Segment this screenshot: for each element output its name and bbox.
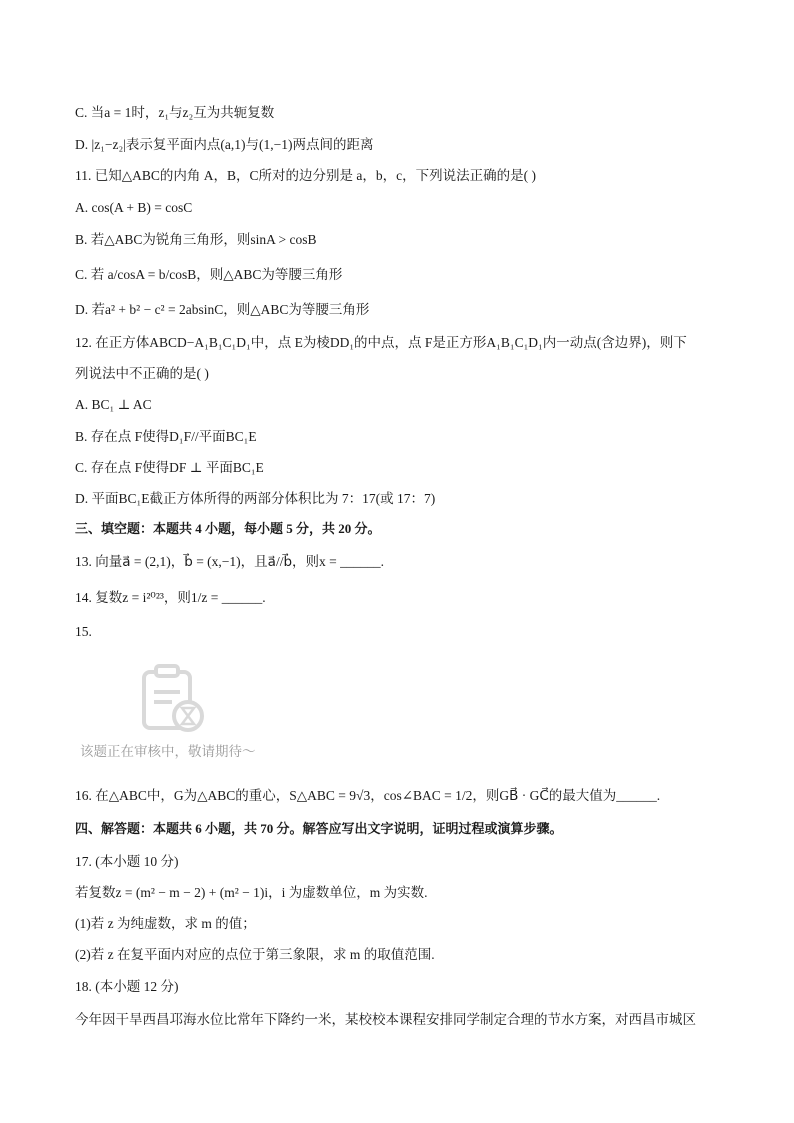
question-18-stem: 今年因干旱西昌邛海水位比常年下降约一米，某校校本课程安排同学制定合理的节水方案，对西昌市城区: [75, 1012, 696, 1027]
question-12-cont: 列说法中不正确的是( ): [75, 366, 209, 381]
question-15: 15.: [75, 624, 92, 639]
option-11c: C. 若 a/cosA = b/cosB，则△ABC为等腰三角形: [75, 267, 343, 282]
question-17-header: 17. (本小题 10 分): [75, 854, 179, 869]
section-fill-blank: 三、填空题：本题共 4 小题，每小题 5 分，共 20 分。: [75, 521, 381, 536]
question-13: 13. 向量a⃗ = (2,1)，b⃗ = (x,−1)，且a⃗//b⃗，则x = ______.: [75, 554, 384, 569]
question-12: 12. 在正方体ABCD−A₁B₁C₁D₁中，点 E为棱DD₁的中点，点 F是正方形A₁B₁C₁D₁内一动点(含边界)，则下: [75, 335, 687, 350]
question-16: 16. 在△ABC中，G为△ABC的重心，S△ABC = 9√3，cos∠BAC = 1/2，则GB⃗ · GC⃗的最大值为______.: [75, 788, 661, 803]
section-answer: 四、解答题：本题共 6 小题，共 70 分。解答应写出文字说明，证明过程或演算步骤。: [75, 821, 563, 836]
question-17-stem: 若复数z = (m² − m − 2) + (m² − 1)i，i 为虚数单位，m 为实数.: [75, 885, 428, 900]
option-11d: D. 若a² + b² − c² = 2absinC，则△ABC为等腰三角形: [75, 302, 370, 317]
option-12a: A. BC₁ ⊥ AC: [75, 397, 152, 412]
option-11b: B. 若△ABC为锐角三角形，则sinA > cosB: [75, 232, 317, 247]
option-12c: C. 存在点 F使得DF ⊥ 平面BC₁E: [75, 460, 264, 475]
option-12d: D. 平面BC₁E截正方体所得的两部分体积比为 7：17(或 17：7): [75, 491, 436, 506]
pending-review-note: 该题正在审核中，敬请期待～: [80, 744, 256, 760]
option-10d: D. |z₁−z₂|表示复平面内点(a,1)与(1,−1)两点间的距离: [75, 137, 374, 152]
question-14: 14. 复数z = i²⁰²³，则1/z = ______.: [75, 590, 266, 605]
option-12b: B. 存在点 F使得D₁F//平面BC₁E: [75, 429, 257, 444]
option-10c: C. 当a = 1时，z₁与z₂互为共轭复数: [75, 105, 275, 120]
question-17-part2: (2)若 z 在复平面内对应的点位于第三象限，求 m 的取值范围.: [75, 947, 435, 962]
clipboard-hourglass-icon: [138, 662, 210, 734]
question-18-header: 18. (本小题 12 分): [75, 979, 179, 994]
question-17-part1: (1)若 z 为纯虚数，求 m 的值；: [75, 916, 256, 931]
option-11a: A. cos(A + B) = cosC: [75, 200, 193, 215]
question-11: 11. 已知△ABC的内角 A，B，C所对的边分别是 a，b，c，下列说法正确的是( ): [75, 168, 536, 183]
